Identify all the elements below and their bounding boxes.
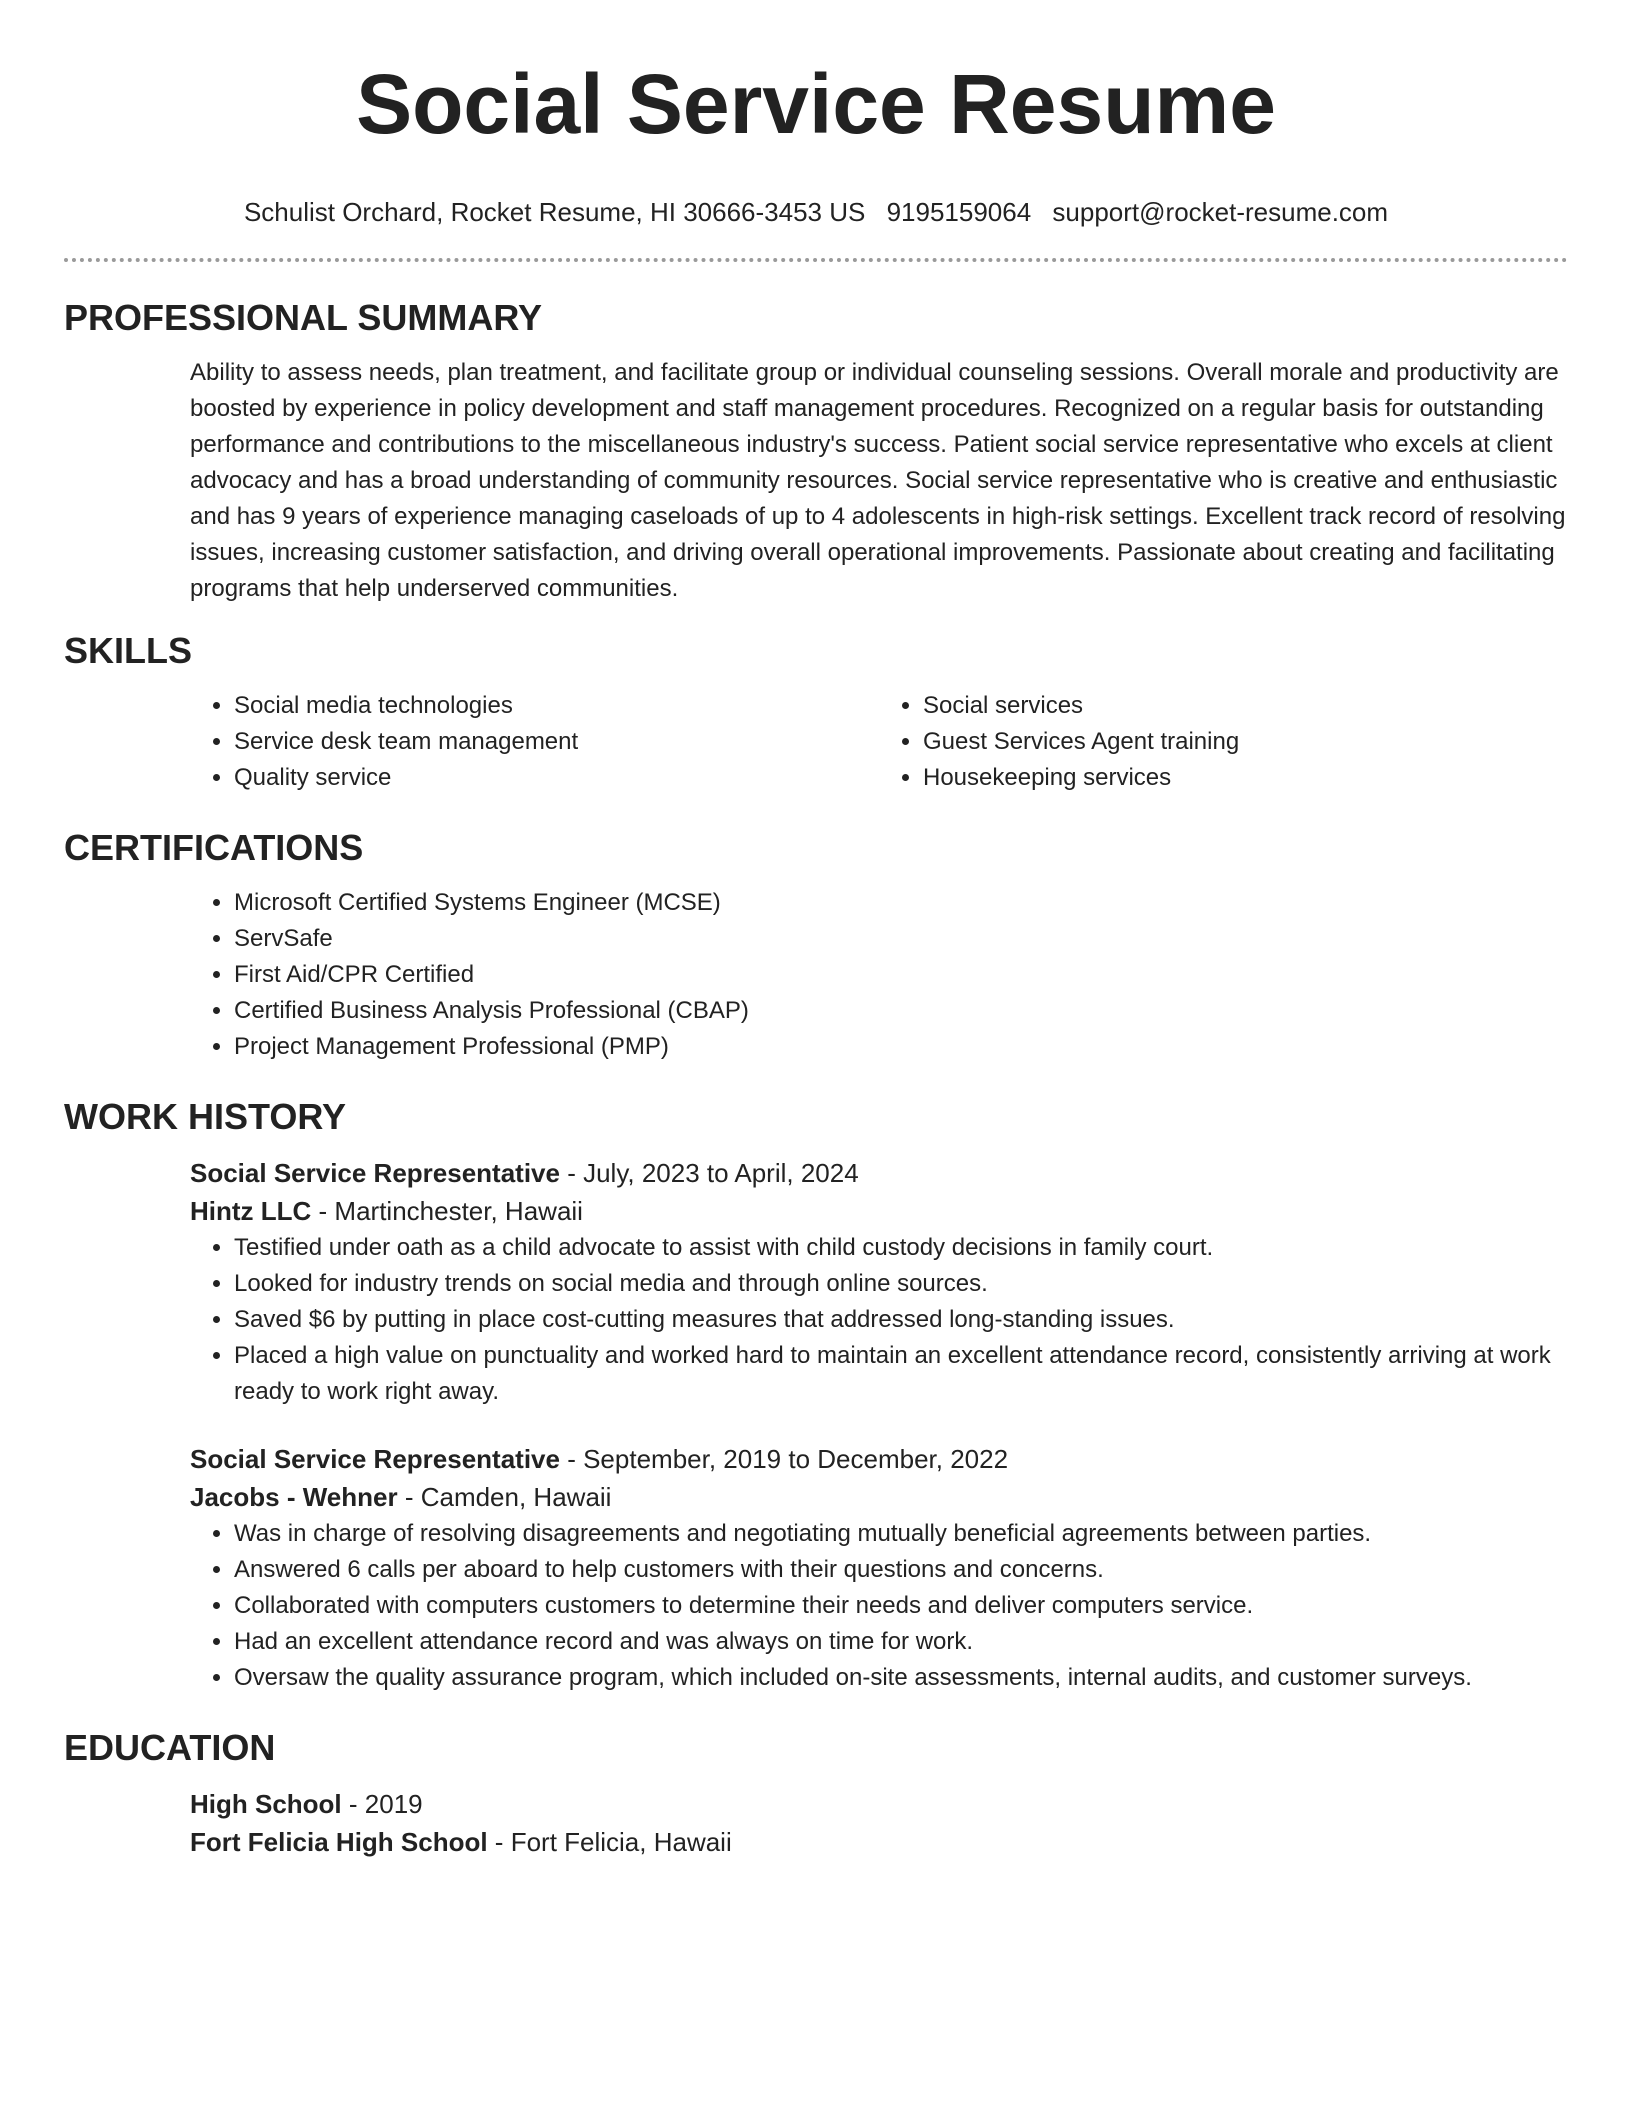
- contact-phone: 9195159064: [886, 197, 1032, 227]
- resume-title: Social Service Resume: [356, 57, 1276, 151]
- job-company-line: Hintz LLC - Martinchester, Hawaii: [190, 1196, 583, 1226]
- job-bullet: • Saved $6 by putting in place cost-cutting measures that addressed long-standing issues.: [234, 1302, 1568, 1338]
- job-entry: [190, 1154, 1568, 1410]
- education-heading: EDUCATION: [64, 1727, 276, 1768]
- job-bullet: • Oversaw the quality assurance program, which included on-site assessments, internal audits, and customer surveys.: [234, 1660, 1568, 1696]
- certifications-heading: CERTIFICATIONS: [64, 827, 364, 868]
- job-bullets: [190, 1230, 1568, 1410]
- certification-item: • Certified Business Analysis Professional (CBAP): [234, 993, 1568, 1029]
- education-location: Fort Felicia, Hawaii: [510, 1827, 732, 1857]
- contact-email: support@rocket-resume.com: [1052, 197, 1389, 227]
- skill-item: • Housekeeping services: [923, 760, 1568, 796]
- certifications-list: [190, 885, 1568, 1065]
- job-bullet: • Looked for industry trends on social media and through online sources.: [234, 1266, 1568, 1302]
- skills-section: [64, 629, 1568, 796]
- skills-list-left: [190, 688, 879, 796]
- education-school: Fort Felicia High School: [190, 1827, 488, 1857]
- job-location: Camden, Hawaii: [420, 1482, 612, 1512]
- education-school-line: Fort Felicia High School - Fort Felicia, Hawaii: [190, 1827, 732, 1857]
- job-company-line: Jacobs - Wehner - Camden, Hawaii: [190, 1482, 612, 1512]
- job-title-line: Social Service Representative - July, 2023 to April, 2024: [190, 1158, 859, 1188]
- job-bullet: • Placed a high value on punctuality and worked hard to maintain an excellent attendance record, consistently arriving at work ready to work right away.: [234, 1338, 1568, 1410]
- contact-address: Schulist Orchard, Rocket Resume, HI 30666-3453 US: [243, 197, 866, 227]
- job-bullet: • Answered 6 calls per aboard to help customers with their questions and concerns.: [234, 1552, 1568, 1588]
- job-bullet: • Was in charge of resolving disagreements and negotiating mutually beneficial agreements between parties.: [234, 1516, 1568, 1552]
- job-bullet: • Had an excellent attendance record and was always on time for work.: [234, 1624, 1568, 1660]
- job-bullet: • Testified under oath as a child advocate to assist with child custody decisions in family court.: [234, 1230, 1568, 1266]
- skills-heading: SKILLS: [64, 630, 193, 671]
- summary-heading: PROFESSIONAL SUMMARY: [64, 297, 543, 338]
- summary-section: [64, 296, 1568, 607]
- education-degree-line: High School - 2019: [190, 1789, 423, 1819]
- skill-item: • Social services: [923, 688, 1568, 724]
- job-bullet: • Collaborated with computers customers to determine their needs and deliver computers service.: [234, 1588, 1568, 1624]
- certification-item: • ServSafe: [234, 921, 1568, 957]
- job-dates: July, 2023 to April, 2024: [583, 1158, 859, 1188]
- job-title-line: Social Service Representative - September, 2019 to December, 2022: [190, 1444, 1009, 1474]
- certification-item: • Project Management Professional (PMP): [234, 1029, 1568, 1065]
- job-title: Social Service Representative: [190, 1158, 560, 1188]
- job-title: Social Service Representative: [190, 1444, 560, 1474]
- work-history-section: [64, 1095, 1568, 1696]
- skills-list-right: [879, 688, 1568, 796]
- certification-item: • Microsoft Certified Systems Engineer (MCSE): [234, 885, 1568, 921]
- job-company: Hintz LLC: [190, 1196, 312, 1226]
- skill-item: • Quality service: [234, 760, 879, 796]
- job-bullets: [190, 1516, 1568, 1696]
- summary-text: Ability to assess needs, plan treatment, and facilitate group or individual counseling sessions. Overall morale and productivity are boosted by experience in policy development and staff management procedures. Recognized on a regular basis for outstanding performance and contributions to the miscellaneous industry's success. Patient social service representative who excels at client advocacy and has a broad understanding of community resources. Social service representative who is creative and enthusiastic and has 9 years of experience managing caseloads of up to 4 adolescents in high-risk settings. Excellent track record of resolving issues, increasing customer satisfaction, and driving overall operational improvements. Passionate about creating and facilitating programs that help underserved communities.: [190, 359, 1566, 602]
- skill-item: • Social media technologies: [234, 688, 879, 724]
- job-company: Jacobs - Wehner: [190, 1482, 398, 1512]
- header-divider: [64, 258, 1568, 262]
- education-year: 2019: [364, 1789, 423, 1819]
- contact-line: [64, 194, 1568, 230]
- certifications-section: [64, 826, 1568, 1065]
- job-dates: September, 2019 to December, 2022: [583, 1444, 1009, 1474]
- job-location: Martinchester, Hawaii: [334, 1196, 583, 1226]
- certification-item: • First Aid/CPR Certified: [234, 957, 1568, 993]
- skill-item: • Service desk team management: [234, 724, 879, 760]
- education-degree: High School: [190, 1789, 342, 1819]
- job-entry: [190, 1440, 1568, 1696]
- education-section: [64, 1726, 1568, 1861]
- skill-item: • Guest Services Agent training: [923, 724, 1568, 760]
- work-history-heading: WORK HISTORY: [64, 1096, 347, 1137]
